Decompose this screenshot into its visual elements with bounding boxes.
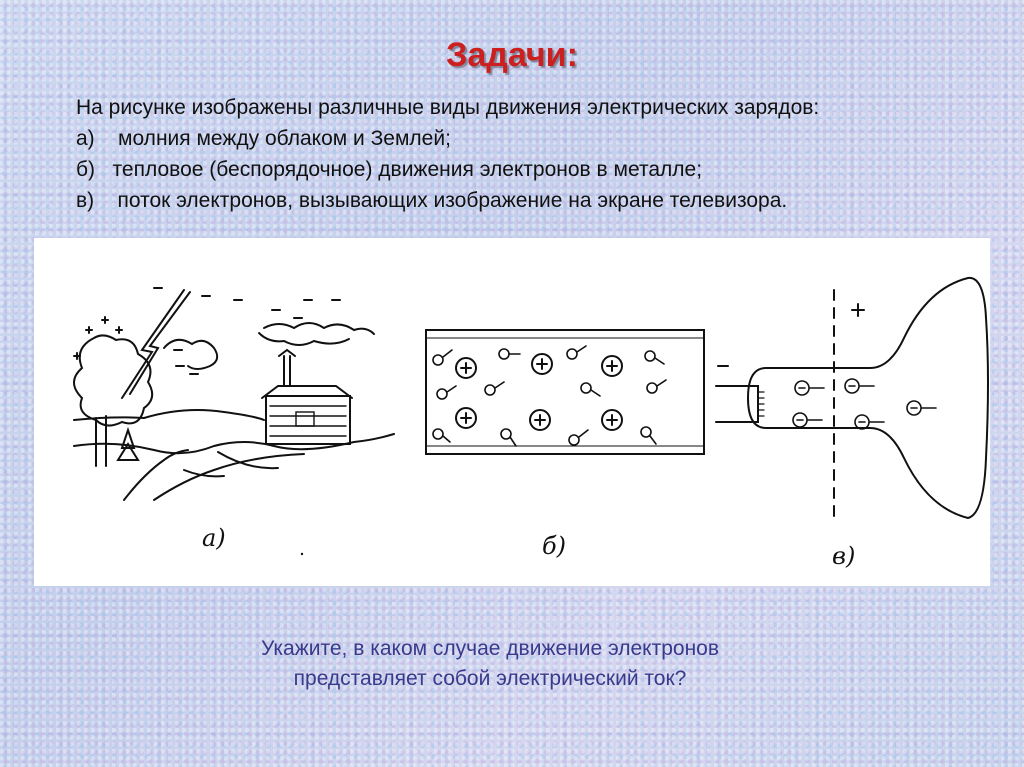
figure-label-c: в): [832, 542, 856, 570]
figure-label-a: а): [202, 524, 226, 552]
cathode-ray-tube-drawing: [716, 278, 988, 520]
problem-item-c: [76, 185, 1006, 216]
problem-intro: На рисунке изображены различные виды движения электрических зарядов:: [76, 96, 820, 119]
lightning-scene-drawing: [74, 288, 394, 500]
question-line-1: Укажите, в каком случае движение электронов: [260, 637, 720, 660]
item-text: молния между облаком и Землей;: [118, 127, 451, 150]
electron-swarm: [433, 346, 666, 446]
illustration-panel: [34, 238, 990, 586]
item-marker: а): [76, 127, 95, 150]
figure-label-b: б): [542, 532, 567, 560]
slide-title: Задачи:: [446, 36, 578, 74]
item-text: тепловое (беспорядочное) движения электронов в металле;: [112, 158, 703, 181]
problem-statement: [76, 92, 1006, 216]
item-marker: в): [76, 189, 95, 212]
ion-lattice: [456, 354, 622, 430]
question-text: [160, 634, 820, 694]
question-line-2: представляет собой электрический ток?: [293, 667, 687, 690]
item-marker: б): [76, 158, 96, 181]
metal-conductor-drawing: [426, 330, 704, 454]
problem-item-a: [76, 123, 1006, 154]
dot-mark: [301, 553, 303, 555]
problem-item-b: [76, 154, 1006, 185]
item-text: поток электронов, вызывающих изображение на экране телевизора.: [117, 189, 788, 212]
